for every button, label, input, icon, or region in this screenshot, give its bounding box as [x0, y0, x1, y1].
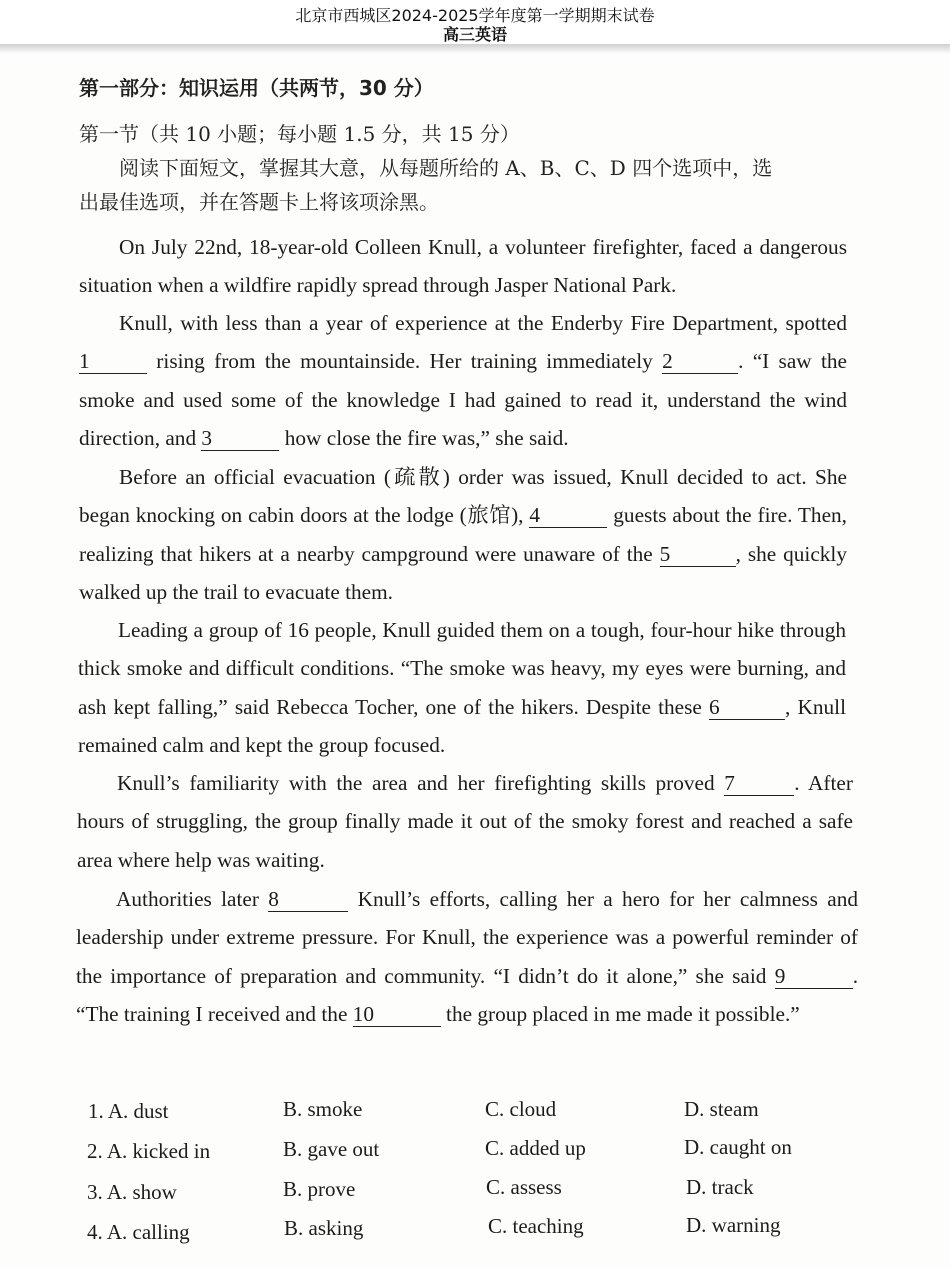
blank-5: 5 — [660, 542, 736, 567]
instruction-line-2: 出最佳选项，并在答题卡上将该项涂黑。 — [79, 190, 439, 214]
option-4c: C. teaching — [488, 1214, 584, 1238]
option-4b: B. asking — [284, 1216, 364, 1240]
option-3c: C. assess — [486, 1175, 562, 1199]
option-row-4: 4. A. calling — [87, 1220, 190, 1244]
paragraph-6: Authorities later 8 Knull’s efforts, calling her a hero for her calmness and leadership under extreme pressure. For Knull, the experience was a powerful reminder of the importance of preparation and community. “I didn’t do it alone,” she said 9 . “The training I received and the 10 the group placed in me made it possible.” — [76, 887, 859, 1027]
blank-10: 10 — [353, 1002, 441, 1027]
paragraph-4: Leading a group of 16 people, Knull guided them on a tough, four-hour hike through thick smoke and difficult conditions. “The smoke was heavy, my eyes were burning, and ash kept falling,” said Rebecca Tocher, one of the hikers. Despite these 6 , Knull remained calm and kept the group focused. — [78, 618, 846, 758]
blank-9: 9 — [775, 964, 853, 989]
blank-7: 7 — [724, 771, 794, 796]
blank-2: 2 — [662, 349, 738, 374]
part-heading: 第一部分：知识运用（共两节，30 分） — [79, 76, 434, 100]
option-1b: B. smoke — [283, 1097, 363, 1121]
option-1c: C. cloud — [485, 1097, 557, 1121]
option-2c: C. added up — [485, 1136, 586, 1160]
header-shadow — [0, 44, 950, 54]
blank-1: 1 — [79, 349, 147, 374]
option-2d: D. caught on — [684, 1135, 792, 1159]
option-row-2: 2. A. kicked in — [87, 1139, 211, 1163]
exam-subtitle: 高三英语 — [442, 25, 507, 44]
paragraph-2: Knull, with less than a year of experience at the Enderby Fire Department, spotted 1 rising from the mountainside. Her training immediately 2 . “I saw the smoke and used some of the knowledge I had gained to read it, understand the wind direction, and 3 how close the fire was,” she said. — [79, 311, 848, 451]
page-header — [0, 0, 950, 46]
option-3d: D. track — [686, 1175, 754, 1199]
exam-title: 北京市西城区2024-2025学年度第一学期期末试卷 — [295, 6, 655, 25]
option-1d: D. steam — [684, 1097, 759, 1121]
instruction-line-1: 阅读下面短文，掌握其大意，从每题所给的 A、B、C、D 四个选项中，选 — [119, 156, 773, 180]
paragraph-5: Knull’s familiarity with the area and her firefighting skills proved 7 . After hours of struggling, the group finally made it out of the smoky forest and reached a safe area where help was waiting. — [77, 771, 853, 872]
paragraph-1: On July 22nd, 18-year-old Colleen Knull, a volunteer firefighter, faced a dangerous situation when a wildfire rapidly spread through Jasper National Park. — [79, 235, 847, 298]
paragraph-3: Before an official evacuation (疏散) order was issued, Knull decided to act. She began knocking on cabin doors at the lodge (旅馆), 4 guests about the fire. Then, realizing that hikers at a nearby campground were unaware of the 5 , she quickly walked up the trail to evacuate them. — [79, 465, 847, 605]
blank-8: 8 — [268, 887, 348, 912]
option-2b: B. gave out — [283, 1137, 380, 1161]
blank-6: 6 — [709, 695, 785, 720]
option-3b: B. prove — [283, 1177, 356, 1201]
option-row-1: 1. A. dust — [88, 1099, 169, 1123]
option-row-3: 3. A. show — [87, 1180, 177, 1204]
option-4d: D. warning — [686, 1213, 781, 1237]
section-heading: 第一节（共 10 小题；每小题 1.5 分，共 15 分） — [79, 122, 520, 146]
blank-3: 3 — [201, 426, 279, 451]
blank-4: 4 — [529, 503, 607, 528]
